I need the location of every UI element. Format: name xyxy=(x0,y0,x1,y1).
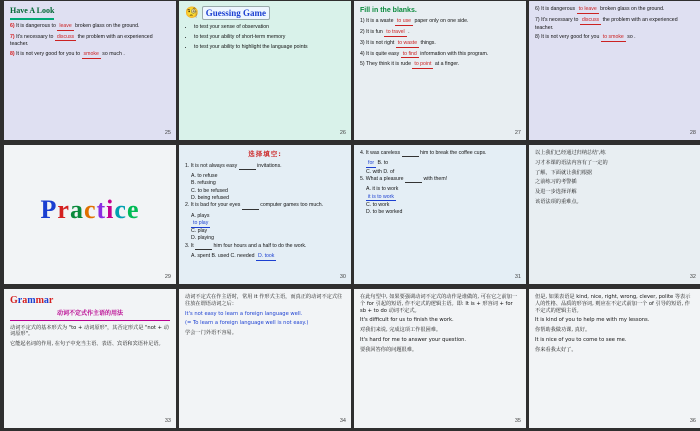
option-correct[interactable]: it is to work xyxy=(368,193,394,200)
list-item: 3. It him four hours and a half to do the work. xyxy=(185,242,307,249)
slide-36-body xyxy=(535,294,695,353)
slide-number: 30 xyxy=(339,273,346,280)
option-row xyxy=(366,160,520,168)
slide-number: 35 xyxy=(514,417,521,424)
option[interactable]: D. being refused xyxy=(191,194,230,201)
slide-36[interactable] xyxy=(529,289,700,428)
list-item: • to test your sense of observation xyxy=(194,24,345,31)
option[interactable]: C. play xyxy=(191,228,208,235)
paragraph: 以上我们已经通过归纳总结',练 xyxy=(535,150,606,156)
slide-number: 31 xyxy=(514,273,521,280)
option[interactable]: A. to refuse xyxy=(191,173,218,180)
paragraph: 对我们来说, 完成这项工作很困难。 xyxy=(360,327,442,333)
list-item: 2) It is fun to travel . xyxy=(360,29,410,36)
option-group xyxy=(185,253,345,261)
paragraph: 动词不定式在作主语时，常用 it 作形式主语，而真正的动词不定式往往放在谓语动词之后： xyxy=(185,294,343,307)
slide-32-body xyxy=(535,150,695,206)
option[interactable]: C. with xyxy=(366,168,382,175)
practice-title: Practice xyxy=(40,195,140,224)
slide-25-heading: Have A Look xyxy=(10,6,54,20)
list-item: 7) It's necessary to discuss the problem with an experienced teacher. xyxy=(10,33,153,48)
paragraph: 学会一门外语不容易。 xyxy=(185,330,237,336)
option[interactable]: D. of xyxy=(383,168,395,175)
slide-27-heading: Fill in the blanks. xyxy=(360,7,417,14)
slide-30[interactable] xyxy=(179,145,351,284)
slide-number: 27 xyxy=(514,129,521,136)
option-group xyxy=(185,173,345,202)
grammar-subtitle: 动词不定式作主语的用法 xyxy=(10,310,170,321)
slide-27[interactable] xyxy=(354,1,526,140)
example-sentence: (= To learn a foreign language well is not easy.) xyxy=(185,320,309,327)
slide-32[interactable] xyxy=(529,145,700,284)
detective-icon: 🧐 xyxy=(185,6,199,19)
slide-35[interactable] xyxy=(354,289,526,428)
option-group xyxy=(185,213,345,243)
grammar-title: Grammar xyxy=(10,295,54,306)
example-sentence: It's hard for me to answer your question. xyxy=(360,336,467,343)
slide-35-body xyxy=(360,294,520,353)
list-item: 6) It is dangerous to leave broken glass on the ground. xyxy=(10,22,140,29)
guessing-game-header xyxy=(185,6,345,20)
answer-blank xyxy=(239,164,256,170)
slide-number: 32 xyxy=(689,273,696,280)
option-group xyxy=(360,160,520,175)
paragraph: 之前练习的考警插 xyxy=(535,179,577,186)
slide-31[interactable] xyxy=(354,145,526,284)
slide-29[interactable] xyxy=(4,145,176,284)
list-item: 8) It is not very good for you to smoke so much . xyxy=(10,51,125,58)
slide-26[interactable] xyxy=(179,1,351,140)
list-item: 5. What a pleasure with them! xyxy=(360,175,448,182)
example-sentence: It's difficult for us to finish the work. xyxy=(360,317,454,324)
option[interactable]: D. playing xyxy=(191,235,215,242)
slide-number: 25 xyxy=(164,129,171,136)
slide-25[interactable] xyxy=(4,1,176,140)
paragraph: 及进一步选择详解 xyxy=(535,189,577,195)
slide-34[interactable] xyxy=(179,289,351,428)
option[interactable]: A. spent xyxy=(191,253,211,260)
paragraph: 要我回答你的问题很难。 xyxy=(360,346,418,353)
option-correct[interactable]: D. took xyxy=(257,253,275,260)
list-item: 2. It is bad for your eyes computer games too much. xyxy=(185,202,324,209)
list-item: 7) It's necessary to discuss the problem with an experienced teacher. xyxy=(535,16,678,31)
option-group xyxy=(360,186,520,216)
list-item: 6) It is dangerous to leave broken glass on the ground. xyxy=(535,6,665,12)
slide-28-items xyxy=(535,6,695,42)
option[interactable]: B. to xyxy=(377,160,389,167)
list-item: 5) They think it is rude to point at a finger. xyxy=(360,61,460,68)
list-item: 1. It is not always easy invitations. xyxy=(185,162,282,169)
paragraph: 动词不定式的基本形式为 "to + 动词原形"，其否定形式是 "not + 动词原形"。 xyxy=(10,324,169,338)
paragraph: 它能起名词的作用, 在句子中充当主语、表语、宾语和宾语补足语。 xyxy=(10,341,164,348)
option[interactable]: A. it is to work xyxy=(366,186,399,193)
list-item: 4. It was careless him to break the coffee cups. xyxy=(360,150,487,156)
slide-30-heading: 选择填空: xyxy=(248,150,282,158)
answer-blank xyxy=(402,151,419,157)
paragraph: 该语法项的重难点。 xyxy=(535,198,582,205)
example-sentence: It is kind of you to help me with my lessons. xyxy=(535,317,650,324)
example-sentence: It is nice of you to come to see me. xyxy=(535,336,627,343)
slide-number: 33 xyxy=(164,417,171,424)
option[interactable]: D. to be worked xyxy=(366,209,403,216)
list-item: 1) It is a waste to use paper only on one side. xyxy=(360,18,469,25)
list-item: • to test your ability of short-term memory xyxy=(194,34,345,41)
option[interactable]: C. needed xyxy=(230,253,255,260)
paragraph: 习才本课的语法内容有了一定的 xyxy=(535,159,608,166)
option[interactable]: C. to be refused xyxy=(191,187,228,194)
option-correct[interactable]: for xyxy=(368,160,375,167)
slide-number: 29 xyxy=(164,273,171,280)
list-item: 4) It is quite easy to find information with this program. xyxy=(360,50,489,57)
slide-27-items xyxy=(360,18,520,69)
option[interactable]: C. to work xyxy=(366,201,390,208)
paragraph: 你帮助我做功课, 真好。 xyxy=(535,327,591,333)
slide-26-bullets xyxy=(185,24,345,51)
example-sentence: It's not easy to learn a foreign language well. xyxy=(185,310,303,317)
answer-blank xyxy=(195,244,212,250)
paragraph: 在此句型中, 如果要强调动词不定式的动作是谁做的, 可在它之前加一个 for 引起的短语, 作不定式的逻辑主语。即: It is + 形容词 + for sb + to do 动词不定式。 xyxy=(360,294,518,314)
slide-30-questions xyxy=(185,163,345,261)
paragraph: 了解，下面就让我们根据 xyxy=(535,169,593,176)
option-correct[interactable]: to play xyxy=(193,219,209,226)
option[interactable]: B. refusing xyxy=(191,180,216,187)
answer-blank xyxy=(405,177,422,183)
list-item: • to test your ability to highlight the language points xyxy=(194,44,345,51)
slide-28[interactable] xyxy=(529,1,700,140)
paragraph: 但是, 如果表语是 kind, nice, right, wrong, clever, polite 等表示人的性格、品质的形容词, 则应在不定式前加一个 of 引导的短语, 作不定式的逻辑主语。 xyxy=(535,294,691,314)
list-item: 3) It is not right to waste things. xyxy=(360,39,436,46)
option[interactable]: A. plays xyxy=(191,212,210,219)
answer-blank xyxy=(242,203,259,209)
slide-25-items xyxy=(10,23,170,59)
slide-number: 34 xyxy=(339,417,346,424)
slide-number: 36 xyxy=(689,417,696,424)
slide-number: 28 xyxy=(689,129,696,136)
paragraph: 你来看我太好了。 xyxy=(535,346,577,353)
slide-34-body xyxy=(185,294,345,337)
option-row xyxy=(366,169,520,176)
slide-number: 26 xyxy=(339,129,346,136)
list-item: 8) It is not very good for you to smoke so . xyxy=(535,34,636,41)
option-row xyxy=(191,253,345,261)
guessing-game-badge: Guessing Game xyxy=(202,6,270,20)
slide-33-body xyxy=(10,325,170,348)
option[interactable]: B. used xyxy=(211,253,230,260)
slide-33[interactable] xyxy=(4,289,176,428)
slide-31-questions xyxy=(360,150,520,216)
